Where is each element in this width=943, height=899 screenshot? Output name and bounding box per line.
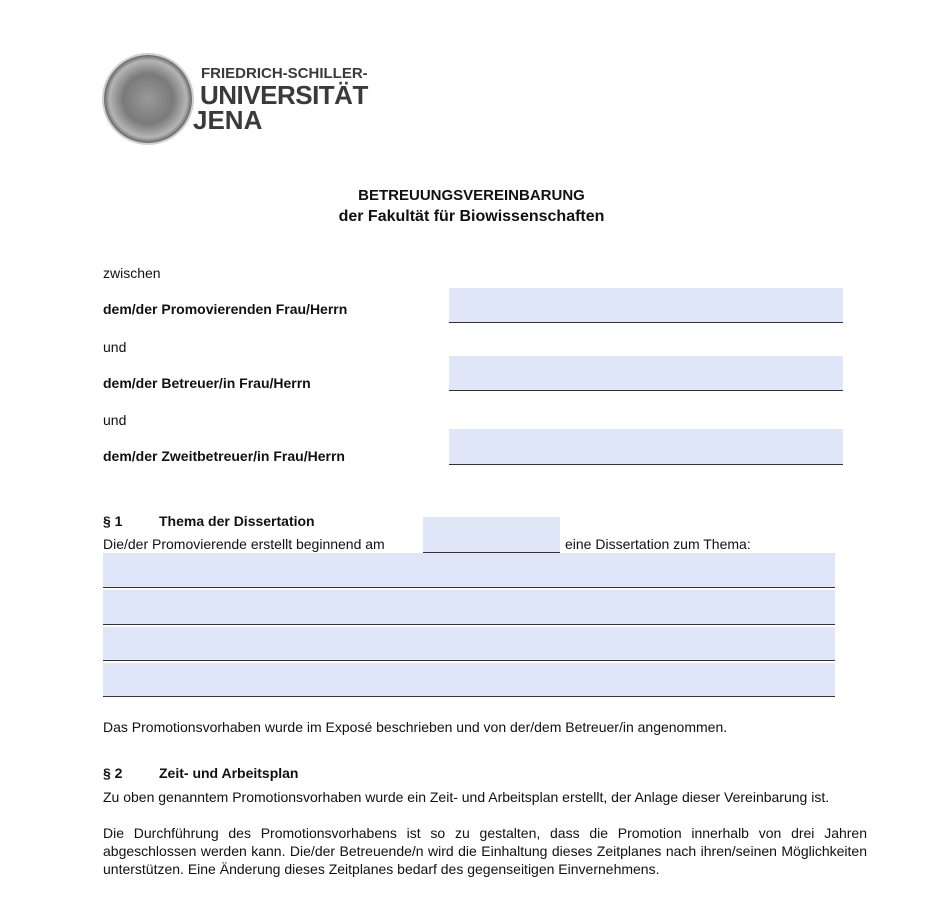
betreuer-field[interactable] (449, 356, 843, 391)
section-1-text-after: eine Dissertation zum Thema: (565, 536, 751, 552)
logo-line-1: FRIEDRICH-SCHILLER- (201, 65, 368, 82)
zweitbetreuer-label: dem/der Zweitbetreuer/in Frau/Herrn (103, 448, 345, 464)
section-2-heading: Zeit- und Arbeitsplan (159, 765, 299, 781)
section-1-heading: Thema der Dissertation (159, 513, 315, 529)
start-date-field[interactable] (423, 517, 560, 553)
document-subtitle: der Fakultät für Biowissenschaften (338, 208, 605, 225)
section-1-text-before: Die/der Promovierende erstellt beginnend am (103, 536, 385, 552)
university-seal-logo (104, 55, 192, 143)
logo-line-3: JENA (193, 105, 263, 135)
und-label-1: und (103, 339, 127, 355)
section-2-paragraph-1: Zu oben genanntem Promotionsvorhaben wurde ein Zeit- und Arbeitsplan erstellt, der Anlage dieser Vereinbarung ist. (103, 789, 830, 805)
theme-line-3[interactable] (103, 627, 835, 661)
theme-line-4[interactable] (103, 663, 835, 697)
section-2-paragraph-2: Die Durchführung des Promotionsvorhabens ist so zu gestalten, dass die Promotion innerhalb von drei Jahren abgeschlossen werden kann. Die/der Betreuende/n wird die Einhaltung dieses Zeitplanes nach ihren/seinen Möglichkeiten unterstützen. Eine Änderung dieses Zeitplanes bedarf des gegenseitigen Einvernehmens. (103, 825, 867, 877)
section-2-number: § 2 (103, 765, 123, 781)
theme-line-2[interactable] (103, 590, 835, 625)
expose-statement: Das Promotionsvorhaben wurde im Exposé beschrieben und von der/dem Betreuer/in angenommen. (103, 719, 728, 735)
und-label-2: und (103, 412, 127, 428)
document-title: BETREUUNGSVEREINBARUNG (358, 187, 585, 204)
logo-line-2: UNIVERSITÄT (200, 80, 368, 110)
promovierende-label: dem/der Promovierenden Frau/Herrn (103, 301, 348, 317)
zweitbetreuer-field[interactable] (449, 429, 843, 465)
promovierende-field[interactable] (449, 288, 843, 323)
zwischen-label: zwischen (103, 265, 161, 281)
theme-line-1[interactable] (103, 553, 835, 588)
betreuer-label: dem/der Betreuer/in Frau/Herrn (103, 375, 311, 391)
section-1-number: § 1 (103, 513, 123, 529)
